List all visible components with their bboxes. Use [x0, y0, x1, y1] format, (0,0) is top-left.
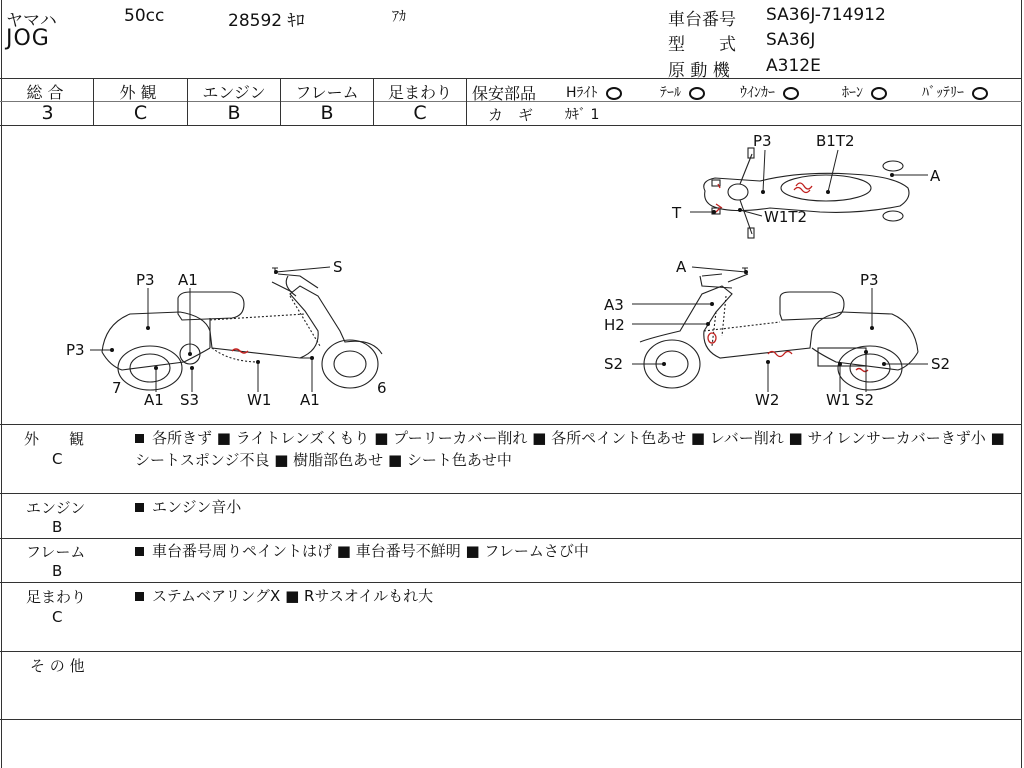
remark-engine-grade: B — [52, 518, 63, 536]
remark-engine-label: エンジン — [26, 499, 86, 517]
ok-mark-icon — [972, 87, 988, 100]
divider-diagram — [0, 424, 1022, 425]
safety-parts-row — [472, 81, 536, 104]
remark-text: 各所きず ■ ライトレンズくもり ■ プーリーカバー削れ ■ 各所ペイント色あせ ■ レバー削れ ■ サイレンサーカバーきず小 ■ シートスポンジ不良 ■ 樹脂部色あせ ■ シート色あせ中 — [135, 429, 1005, 469]
label-right-s2: S2 — [855, 391, 875, 409]
remark-suspension-text — [135, 585, 1015, 607]
key-label: カ ギ — [488, 106, 534, 124]
remark-exterior-text — [135, 427, 1015, 471]
label-top-p3: P3 — [753, 132, 772, 150]
remark-frame-label: フレーム — [26, 543, 86, 561]
remark-suspension-label: 足まわり — [26, 588, 87, 606]
safety-item-headlight — [566, 82, 622, 102]
bullet-icon — [135, 592, 144, 601]
label-left-s: S — [333, 258, 343, 276]
mileage: 28592 ｷﾛ — [228, 11, 305, 31]
safety-item-battery — [922, 82, 988, 102]
label-right-w2: W2 — [755, 391, 780, 409]
safety-item-winker — [740, 82, 799, 102]
label-left-s3: S3 — [180, 391, 200, 409]
safety-item-name: ｳｲﾝｶｰ — [740, 85, 775, 101]
label-left-6: 6 — [377, 379, 387, 397]
ok-mark-icon — [606, 87, 622, 100]
grade-frame-label: フレーム — [295, 83, 359, 102]
maker: ヤマハ — [6, 11, 57, 31]
remark-suspension-grade: C — [52, 608, 63, 626]
remark-exterior-grade: C — [52, 450, 63, 468]
safety-label: 保安部品 — [472, 84, 537, 103]
label-left-w1: W1 — [247, 391, 272, 409]
label-top-b1t2: B1T2 — [816, 132, 855, 150]
label-right-p3: P3 — [860, 271, 879, 289]
safety-item-name: ﾃｰﾙ — [660, 85, 681, 101]
bullet-icon — [135, 503, 144, 512]
label-right-a3: A3 — [604, 296, 624, 314]
engine-code: A312E — [766, 56, 821, 76]
frame-no-label: 車台番号 — [668, 10, 736, 30]
remark-text: 車台番号周りペイントはげ ■ 車台番号不鮮明 ■ フレームさび中 — [152, 542, 589, 560]
label-left-a1: A1 — [178, 271, 198, 289]
divider-header — [0, 78, 1022, 79]
divider-remark-5 — [0, 719, 1022, 720]
label-left-7: 7 — [112, 379, 122, 397]
remark-exterior-label: 外 観 — [24, 430, 85, 448]
safety-item-name: Hﾗｲﾄ — [566, 85, 598, 101]
remark-text: ステムベアリングX ■ Rサスオイルもれ大 — [152, 587, 434, 605]
leader-dots — [110, 173, 894, 370]
model-label: 型 式 — [668, 35, 736, 55]
label-top-w1t2: W1T2 — [764, 208, 808, 226]
model-name: JOG — [6, 26, 50, 51]
label-right-a: A — [676, 258, 687, 276]
remark-other-label: そ の 他 — [30, 657, 85, 675]
grade-suspension-label: 足まわり — [387, 83, 452, 102]
ok-mark-icon — [783, 87, 799, 100]
remark-frame-text — [135, 540, 1015, 562]
safety-item-name: ﾊﾞｯﾃﾘｰ — [922, 85, 964, 101]
divider-remark-3 — [0, 582, 1022, 583]
label-top-a: A — [930, 167, 941, 185]
label-left-p3-rear: P3 — [66, 341, 85, 359]
divider-remark-1 — [0, 493, 1022, 494]
grade-engine-label: エンジン — [202, 83, 266, 102]
label-right-s2-rear: S2 — [931, 355, 951, 373]
grade-exterior-label: 外観 — [119, 83, 162, 102]
label-right-w1: W1 — [826, 391, 851, 409]
safety-item-tail — [660, 82, 705, 102]
divider-remark-4 — [0, 651, 1022, 652]
divider-remark-2 — [0, 538, 1022, 539]
bullet-icon — [135, 434, 144, 443]
label-top-t: T — [672, 204, 682, 222]
grade-engine-value: B — [227, 102, 241, 124]
model-code: SA36J — [766, 30, 816, 50]
ok-mark-icon — [689, 87, 705, 100]
grade-exterior-value: C — [133, 102, 148, 124]
grade-frame-value: B — [320, 102, 334, 124]
damage-diagram — [0, 126, 1022, 424]
label-left-p3: P3 — [136, 271, 155, 289]
engine-label: 原 動 機 — [668, 61, 730, 81]
grade-suspension-value: C — [413, 102, 427, 124]
key-value: ｶｷﾞ 1 — [565, 107, 600, 123]
grade-total-value: 3 — [41, 102, 54, 124]
ok-mark-icon — [871, 87, 887, 100]
remark-engine-text — [135, 496, 1015, 518]
frame-no: SA36J-714912 — [766, 5, 886, 25]
color: ｱｶ — [392, 9, 406, 25]
safety-item-horn — [842, 82, 887, 102]
remark-frame-grade: B — [52, 562, 63, 580]
grade-col-5 — [466, 78, 467, 125]
label-left-a1-wheel: A1 — [144, 391, 164, 409]
remark-text: エンジン音小 — [152, 498, 242, 516]
grade-total-label: 総合 — [26, 83, 69, 102]
leader-lines — [90, 150, 928, 392]
label-left-a1-front: A1 — [300, 391, 320, 409]
displacement: 50cc — [124, 6, 165, 26]
label-right-s2-front: S2 — [604, 355, 624, 373]
safety-item-name: ﾎｰﾝ — [842, 85, 863, 101]
bullet-icon — [135, 547, 144, 556]
label-right-h2: H2 — [604, 316, 625, 334]
